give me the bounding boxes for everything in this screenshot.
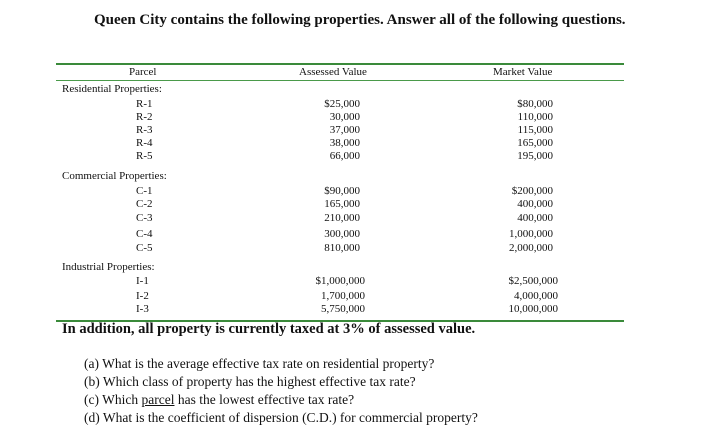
group-label-industrial: Industrial Properties: [62, 261, 155, 273]
market-cell: 165,000 [517, 137, 553, 149]
assessed-cell: $90,000 [324, 185, 360, 197]
parcel-cell: R-1 [136, 98, 153, 110]
question-c-suffix: has the lowest effective tax rate? [174, 392, 355, 407]
assessed-cell: 37,000 [329, 124, 360, 136]
parcel-cell: C-2 [136, 198, 153, 210]
market-cell: 400,000 [517, 212, 553, 224]
table-row [0, 303, 725, 315]
parcel-cell: C-5 [136, 242, 153, 254]
table-row [0, 228, 725, 240]
assessed-cell: 30,000 [329, 111, 360, 123]
table-row [0, 124, 725, 136]
header-assessed-value: Assessed Value [299, 66, 367, 78]
group-label-commercial: Commercial Properties: [62, 170, 167, 182]
market-cell: 4,000,000 [514, 290, 558, 302]
question-d: (d) What is the coefficient of dispersion (C.D.) for commercial property? [84, 410, 478, 425]
table-row [0, 198, 725, 210]
parcel-cell: R-5 [136, 150, 153, 162]
assessed-cell: 1,700,000 [321, 290, 365, 302]
market-cell: 10,000,000 [508, 303, 558, 315]
assessed-cell: $1,000,000 [315, 275, 365, 287]
assessed-cell: 810,000 [324, 242, 360, 254]
market-cell: $80,000 [517, 98, 553, 110]
assessed-cell: 66,000 [329, 150, 360, 162]
question-a: (a) What is the average effective tax rate on residential property? [84, 356, 435, 371]
market-cell: 195,000 [517, 150, 553, 162]
parcel-cell: C-1 [136, 185, 153, 197]
addition-note: In addition, all property is currently taxed at 3% of assessed value. [62, 321, 476, 337]
table-row [0, 150, 725, 162]
assessed-cell: 5,750,000 [321, 303, 365, 315]
parcel-cell: R-2 [136, 111, 153, 123]
parcel-cell: C-4 [136, 228, 153, 240]
parcel-cell: I-3 [136, 303, 149, 315]
table-top-rule [56, 63, 624, 65]
table-row [0, 185, 725, 197]
header-market-value: Market Value [493, 66, 553, 78]
table-row [0, 98, 725, 110]
table-row [0, 242, 725, 254]
assessed-cell: $25,000 [324, 98, 360, 110]
intro-text: Queen City contains the following properties. Answer all of the following questions. [94, 12, 626, 28]
assessed-cell: 210,000 [324, 212, 360, 224]
question-b: (b) Which class of property has the highest effective tax rate? [84, 374, 416, 389]
market-cell: 400,000 [517, 198, 553, 210]
market-cell: 115,000 [517, 124, 553, 136]
table-row [0, 111, 725, 123]
parcel-cell: R-4 [136, 137, 153, 149]
table-row [0, 275, 725, 287]
table-row [0, 212, 725, 224]
market-cell: $2,500,000 [508, 275, 558, 287]
assessed-cell: 38,000 [329, 137, 360, 149]
parcel-cell: R-3 [136, 124, 153, 136]
question-c [84, 392, 354, 408]
market-cell: 2,000,000 [509, 242, 553, 254]
assessed-cell: 300,000 [324, 228, 360, 240]
parcel-cell: I-2 [136, 290, 149, 302]
market-cell: 1,000,000 [509, 228, 553, 240]
market-cell: 110,000 [517, 111, 553, 123]
table-row [0, 137, 725, 149]
parcel-cell: I-1 [136, 275, 149, 287]
parcel-cell: C-3 [136, 212, 153, 224]
question-c-prefix: (c) Which [84, 392, 142, 407]
table-row [0, 290, 725, 302]
table-header-rule [56, 80, 624, 81]
header-parcel: Parcel [129, 66, 157, 78]
question-c-underlined-word: parcel [141, 392, 175, 407]
market-cell: $200,000 [511, 185, 553, 197]
group-label-residential: Residential Properties: [62, 83, 162, 95]
assessed-cell: 165,000 [324, 198, 360, 210]
